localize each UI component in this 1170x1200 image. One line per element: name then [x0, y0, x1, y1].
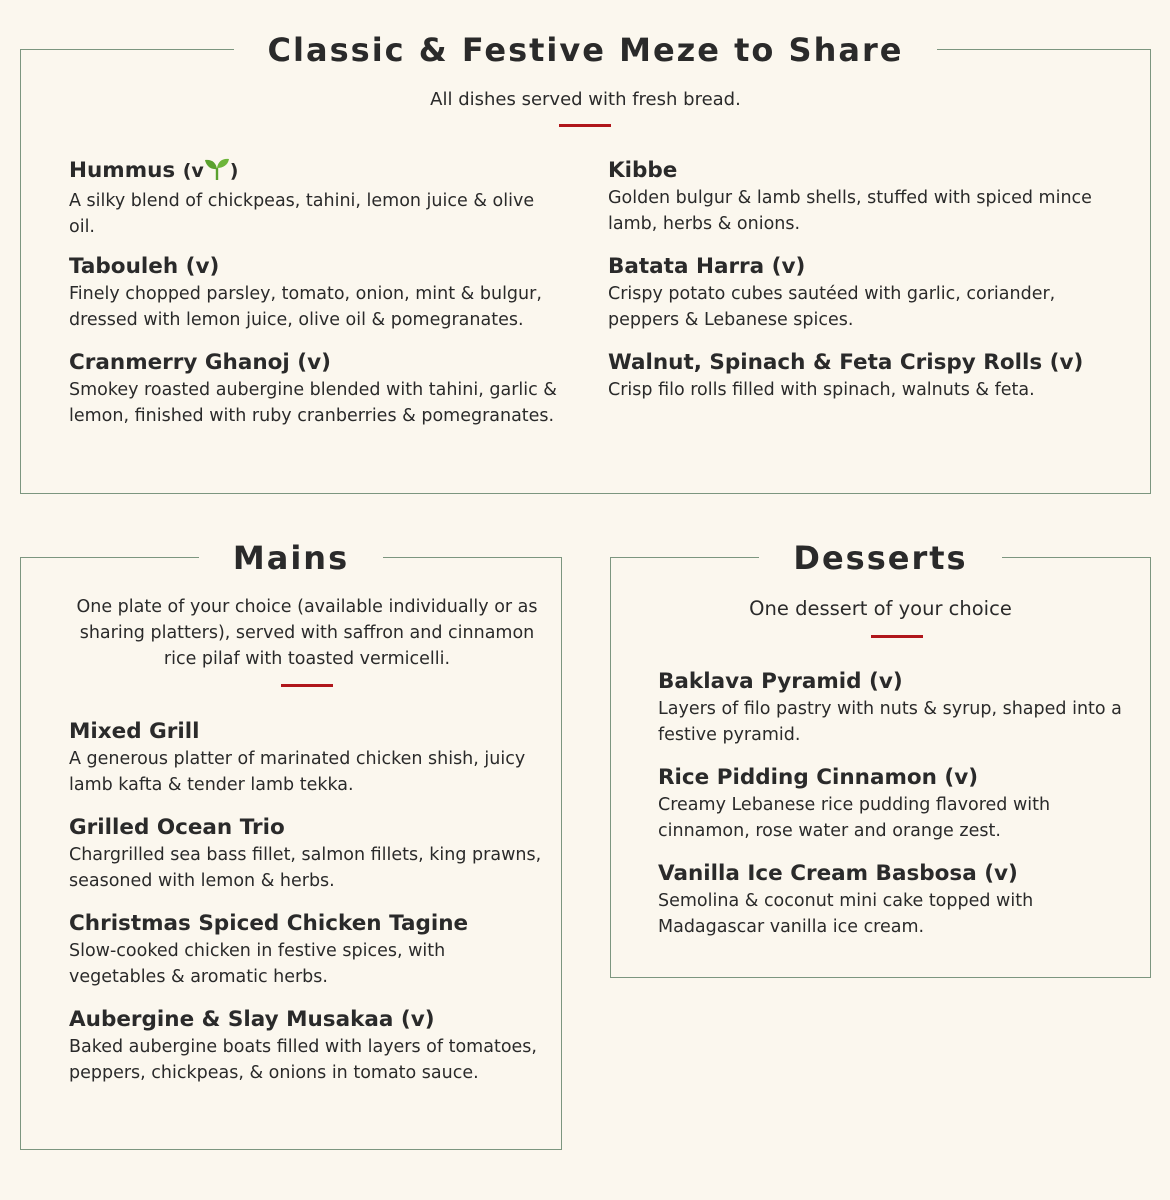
item-description: Layers of filo pastry with nuts & syrup, shaped into a festive pyramid.: [658, 699, 1122, 746]
menu-item-crispy-rolls: [608, 349, 1118, 403]
item-title: Mixed Grill: [69, 719, 200, 744]
item-title: Grilled Ocean Trio: [69, 815, 285, 840]
item-tag-close: ): [229, 160, 239, 182]
menu-item-hummus: [69, 157, 559, 241]
item-description: Crispy potato cubes sautéed with garlic, coriander, peppers & Lebanese spices.: [608, 284, 1056, 331]
meze-section: [20, 31, 1151, 494]
menu-item-rice-pudding: [658, 764, 1136, 845]
meze-subtitle: All dishes served with fresh bread.: [430, 89, 741, 110]
item-description: Chargrilled sea bass fillet, salmon fillets, king prawns, seasoned with lemon & herbs.: [69, 845, 542, 892]
mains-title: Mains: [199, 532, 383, 584]
desserts-subtitle: One dessert of your choice: [749, 597, 1012, 620]
item-description: Baked aubergine boats filled with layers of tomatoes, peppers, chickpeas, & onions in tomato sauce.: [69, 1037, 537, 1084]
menu-item-mixed-grill: [69, 718, 544, 799]
desserts-section: [610, 539, 1151, 978]
seedling-icon: [204, 158, 230, 188]
item-title: Rice Pidding Cinnamon (v): [658, 765, 979, 790]
menu-item-batata-harra: [608, 253, 1118, 334]
item-title: Vanilla Ice Cream Basbosa (v): [658, 861, 1018, 886]
item-title: Aubergine & Slay Musakaa (v): [69, 1007, 435, 1032]
item-title: Hummus: [69, 158, 176, 183]
item-tag: (v: [182, 160, 204, 182]
desserts-title-wrap: [611, 532, 1150, 584]
item-description: Smokey roasted aubergine blended with tahini, garlic & lemon, finished with ruby cranberries & pomegranates.: [69, 380, 557, 427]
menu-item-kibbe: [608, 157, 1118, 238]
mains-section: [20, 539, 562, 1150]
item-description: Finely chopped parsley, tomato, onion, mint & bulgur, dressed with lemon juice, olive oil & pomegranates.: [69, 284, 542, 331]
item-title: Christmas Spiced Chicken Tagine: [69, 911, 469, 936]
menu-item-basbosa: [658, 860, 1136, 941]
desserts-divider: [871, 635, 923, 638]
meze-title: Classic & Festive Meze to Share: [234, 24, 938, 76]
item-description: Crisp filo rolls filled with spinach, walnuts & feta.: [608, 380, 1035, 400]
menu-item-baklava-pyramid: [658, 668, 1136, 749]
menu-item-tabouleh: [69, 253, 559, 334]
menu-item-grilled-ocean-trio: [69, 814, 544, 895]
menu-item-musakaa: [69, 1006, 544, 1087]
mains-title-wrap: [21, 532, 561, 584]
item-title: Cranmerry Ghanoj (v): [69, 350, 331, 375]
item-title: Tabouleh (v): [69, 254, 220, 279]
desserts-title: Desserts: [759, 532, 1001, 584]
mains-subtitle: One plate of your choice (available individually or as sharing platters), served with saffron and cinnamon rice pilaf with toasted vermicelli.: [76, 597, 538, 669]
item-title: Kibbe: [608, 158, 678, 183]
meze-divider: [559, 124, 611, 127]
item-title: Batata Harra (v): [608, 254, 806, 279]
item-description: Creamy Lebanese rice pudding flavored with cinnamon, rose water and orange zest.: [658, 795, 1051, 842]
menu-item-chicken-tagine: [69, 910, 544, 991]
item-title: Walnut, Spinach & Feta Crispy Rolls (v): [608, 350, 1084, 375]
meze-title-wrap: [21, 24, 1150, 76]
item-description: A generous platter of marinated chicken shish, juicy lamb kafta & tender lamb tekka.: [69, 749, 526, 796]
mains-divider: [281, 684, 333, 687]
item-title: Baklava Pyramid (v): [658, 669, 903, 694]
item-description: A silky blend of chickpeas, tahini, lemon juice & olive oil.: [69, 191, 535, 238]
menu-item-cranmerry-ghanoj: [69, 349, 559, 430]
item-description: Golden bulgur & lamb shells, stuffed with spiced mince lamb, herbs & onions.: [608, 188, 1092, 235]
item-description: Semolina & coconut mini cake topped with Madagascar vanilla ice cream.: [658, 891, 1034, 938]
item-description: Slow-cooked chicken in festive spices, with vegetables & aromatic herbs.: [69, 941, 446, 988]
